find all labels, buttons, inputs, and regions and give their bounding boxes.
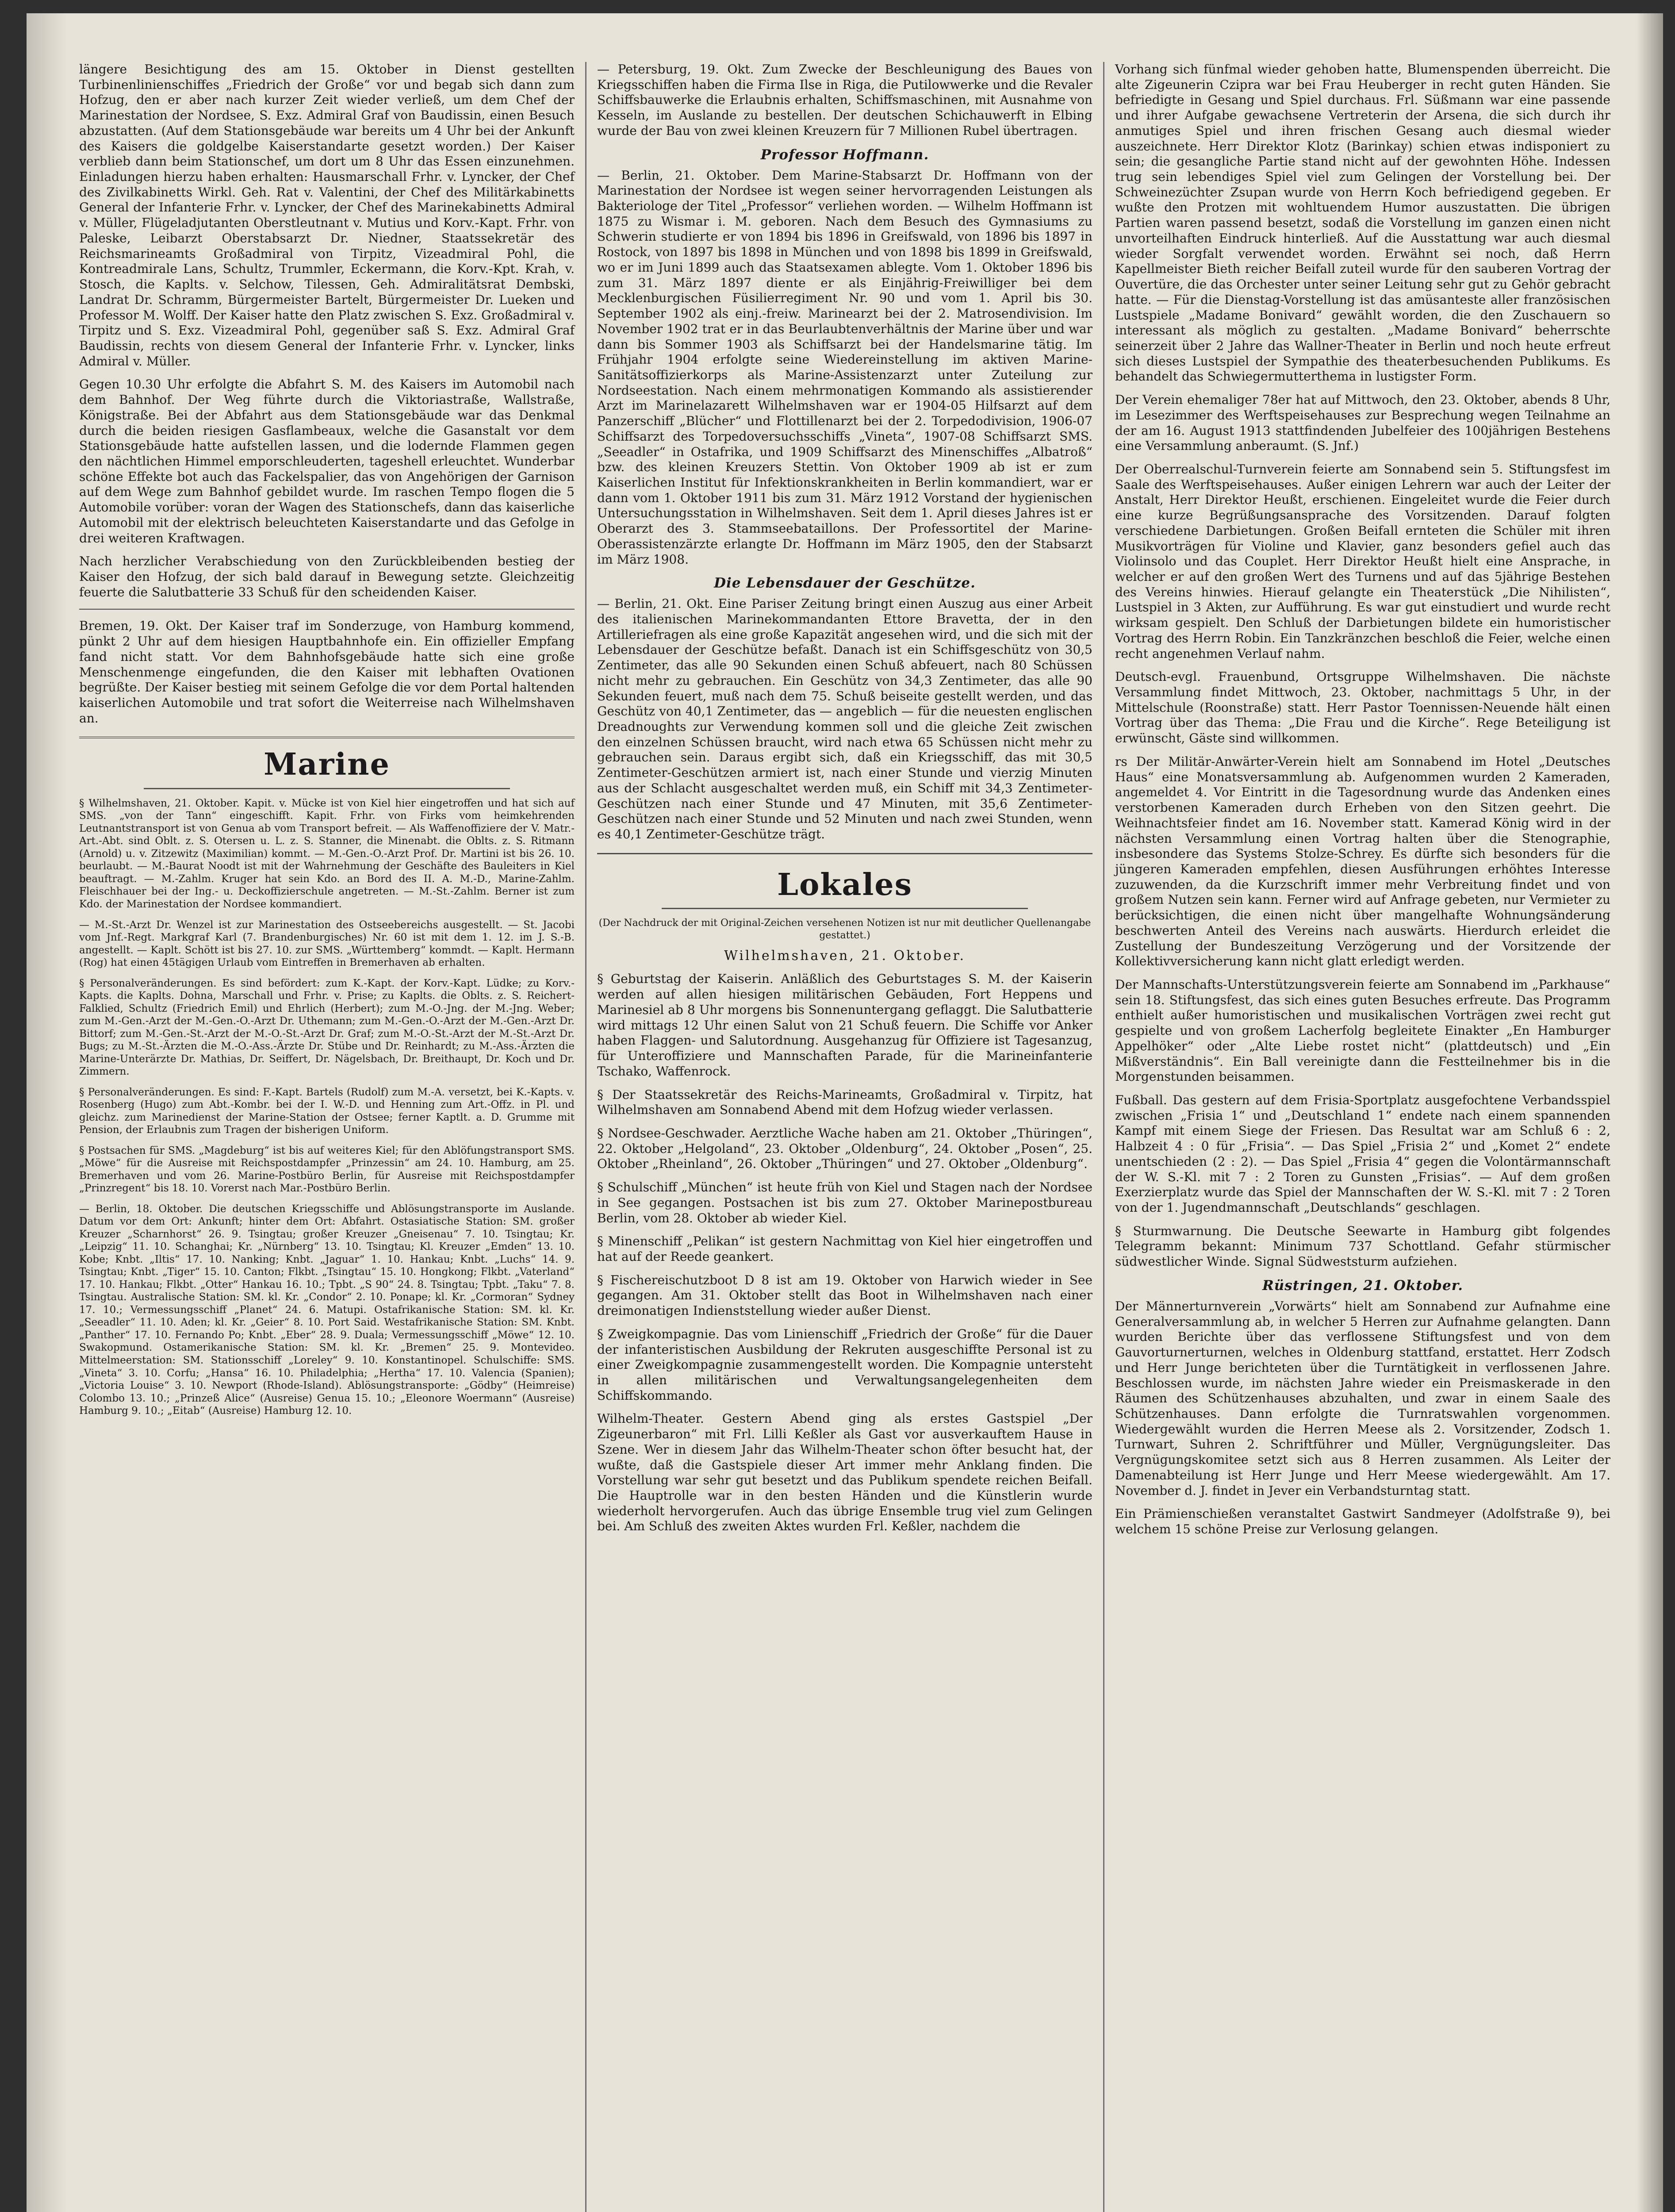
article-paragraph: längere Besichtigung des am 15. Oktober in Dienst gestellten Turbinenlinienschiffes „Friedrich der Große“ vor und begab sich dann zum Hofzug, den er aber nach kurzer Zeit wieder verließ, um dem Chef der Marinestation der Nordsee, S. Exz. Admiral Graf von Baudissin, einen Besuch abzustatten. (Auf dem Stationsgebäude war bereits um 4 Uhr bei der Ankunft des Kaisers die goldgelbe Kaiserstandarte gesetzt worden.) Der Kaiser verblieb dann beim Stationschef, um dort um 8 Uhr das Essen einzunehmen. Einladungen hierzu haben erhalten: Hausmarschall Frhr. v. Lyncker, der Chef des Zivilkabinetts Wirkl. Geh. Rat v. Valentini, der Chef des Militärkabinetts General der Infanterie Frhr. v. Lyncker, der Chef des Marinekabinetts Admiral v. Müller, Flügeladjutanten Oberstleutnant v. Mutius und Korv.-Kapt. Frhr. von Paleske, Leibarzt Oberstabsarzt Dr. Niedner, Staatssekretär des Reichsmarineamts Großadmiral von Tirpitz, Vizeadmiral Pohl, die Kontreadmirale Lans, Schultz, Trummler, Eckermann, die Korv.-Kpt. Krah, v. Stosch, die Kaplts. v. Selchow, Tilessen, Geh. Admiralitätsrat Dembski, Landrat Dr. Schramm, Bürgermeister Bartelt, Bürgermeister Dr. Lueken und Professor M. Wolff. Der Kaiser hatte den Platz zwischen S. Exz. Großadmiral v. Tirpitz und S. Exz. Vizeadmiral Pohl, gegenüber saß S. Exz. Admiral Graf Baudissin, rechts von diesem General der Infanterie Frhr. v. Lyncker, links Admiral v. Müller. xyxy=(79,62,575,369)
lokales-section xyxy=(597,853,1092,1534)
article-paragraph: Der Männerturnverein „Vorwärts“ hielt am Sonnabend zur Aufnahme eine Generalversammlung ab, in welcher 5 Herren zur Aufnahme gelangten. Dann wurden Berichte über das verflossene Stiftungsfest und von dem Gauvorturnerturnen, welches in Oldenburg stattfand, erstattet. Herr Zodsch und Herr Junge berichteten über die Turntätigkeit in verflossenen Jahre. Beschlossen wurde, im nächsten Jahre wieder ein Preismaskerade in den Räumen des Schützenhauses abzuhalten, und zwar in einem Saale des Schützenhauses. Dann erfolgte die Turnratswahlen vorgenommen. Wiedergewählt wurden die Herren Meese als 2. Vorsitzender, Zodsch 1. Turnwart, Suhren 2. Schriftführer und Müller, Vergnügungsleiter. Das Vergnügungskomitee setzt sich aus 8 Herren zusammen. Als Leiter der Damenabteilung ist Herr Junge und Herr Meese wiedergewählt. Am 17. November d. J. findet in Jever ein Verbandsturntag statt. xyxy=(1115,1298,1610,1498)
article-paragraph: — Petersburg, 19. Okt. Zum Zwecke der Beschleunigung des Baues von Kriegsschiffen haben die Firma Ilse in Riga, die Putilowwerke und die Revaler Schiffsbauwerke die Erlaubnis erhalten, Schiffsmaschinen, mit Ausnahme von Kesseln, im Auslande zu bestellen. Der deutschen Schichauwerft in Elbing wurde der Bau von zwei kleinen Kreuzern für 7 Millionen Rubel übertragen. xyxy=(597,62,1092,138)
article-paragraph: Ein Prämienschießen veranstaltet Gastwirt Sandmeyer (Adolfstraße 9), bei welchem 15 schöne Preise zur Verlosung gelangen. xyxy=(1115,1506,1610,1536)
newspaper-columns xyxy=(69,62,1621,2212)
article-paragraph: Der Oberrealschul-Turnverein feierte am Sonnabend sein 5. Stiftungsfest im Saale des Werftspeisehauses. Außer einigen Lehrern war auch der Leiter der Anstalt, Herr Direktor Heußt, erschienen. Eingeleitet wurde die Feier durch eine kurze Begrüßungsansprache des Vorsitzenden. Darauf folgten verschiedene Darbietungen. Großen Beifall ernteten die Schüler mit ihren Musikvorträgen für Violine und Klavier, ganz besonders gefiel auch das Violinsolo und das Couplet. Herr Direktor Heußt hielt eine Ansprache, in welcher er auf den großen Wert des Turnens und auf das 5jährige Bestehen des Vereins hinwies. Hierauf gelangte ein Theaterstück „Die Nihilisten“, Lustspiel in 3 Akten, zur Aufführung. Es war gut einstudiert und wurde recht wirksam gespielt. Den Schluß der Darbietungen bildete ein humoristischer Vortrag des Herrn Robin. Ein Tanzkränzchen beschloß die Feier, welche einen recht angenehmen Verlauf nahm. xyxy=(1115,461,1610,661)
local-news-paragraph: § Fischereischutzboot D 8 ist am 19. Oktober von Harwich wieder in See gegangen. Am 31. Oktober stellt das Boot in Wilhelmshaven nach einer dreimonatigen Indienststellung wieder außer Dienst. xyxy=(597,1272,1092,1318)
marine-paragraph: § Wilhelmshaven, 21. Oktober. Kapit. v. Mücke ist von Kiel hier eingetroffen und hat sich auf SMS. „von der Tann“ eingeschifft. Kapit. Frhr. von Firks vom heimkehrenden Leutnantstransport ist von Genua ab vom Transport befreit. — Als Waffenoffiziere der V. Matr.-Art.-Abt. sind Oblt. z. S. Otersen u. L. z. S. Stanner, die Minenabt. die Oblts. z. S. Ritmann (Arnold) u. v. Zitzewitz (Maximilian) kommt. — M.-Gen.-O.-Arzt Prof. Dr. Martini ist bis 26. 10. beurlaubt. — M.-Baurat Noodt ist mit der Wahrnehmung der Geschäfte des Bauleiters in Kiel beauftragt. — M.-Zahlm. Kruger hat sein Kdo. an Bord des II. A. M.-D., Marine-Zahlm. Fleischhauer bei der Ing.- u. Deckoffizierschule angetreten. — M.-St.-Zahlm. Berner ist zum Kdo. der Marinestation der Nordsee kommandiert. xyxy=(79,797,575,910)
column-middle xyxy=(586,62,1104,2212)
marine-paragraph: § Personalveränderungen. Es sind: F.-Kapt. Bartels (Rudolf) zum M.-A. versetzt, bei K.-Kapts. v. Rosenberg (Hugo) zum Abt.-Kombr. bei der I. W.-D. und Henning zum Art.-Offz. in Pl. und gleichz. zum Marinedienst der Marine-Station der Ostsee; ferner Kaptlt. a. D. Grumme mit Pension, der Erlaubnis zum Tragen der bisherigen Uniform. xyxy=(79,1086,575,1136)
reprint-note: (Der Nachdruck der mit Original-Zeichen versehenen Notizen ist nur mit deutlicher Quellenangabe gestattet.) xyxy=(598,918,1091,941)
section-title-marine: Marine xyxy=(79,749,575,789)
article-paragraph: Bremen, 19. Okt. Der Kaiser traf im Sonderzuge, von Hamburg kommend, pünkt 2 Uhr auf dem hiesigen Hauptbahnhofe ein. Ein offizieller Empfang fand nicht statt. Vor dem Bahnhofsgebäude hatte sich eine große Menschenmenge eingefunden, die den Kaiser mit lebhaften Ovationen begrüßte. Der Kaiser bestieg mit seinem Gefolge die vor dem Portal haltenden kaiserlichen Automobile und trat sofort die Weiterreise nach Wilhelmshaven an. xyxy=(79,618,575,726)
marine-paragraph: § Postsachen für SMS. „Magdeburg“ ist bis auf weiteres Kiel; für den Ablöfungstransport SMS. „Möwe“ für die Ausreise mit Reichspostdampfer „Prinzessin“ am 24. 10. Hamburg, am 25. Bremerhaven und vom 26. Marine-Postbüro Berlin, für Ausreise mit Reichspostdampfer „Prinzregent“ bis 18. 10. Vorerst nach Mar.-Postbüro Berlin. xyxy=(79,1144,575,1194)
article-paragraph: Der Mannschafts-Unterstützungsverein feierte am Sonnabend im „Parkhause“ sein 18. Stiftungsfest, das sich eines guten Besuches erfreute. Das Programm enthielt außer humoristischen und musikalischen Vorträgen zwei recht gut gespielte und von großem Lacherfolg begleitete Einakter „En Hamburger Appelhöker“ oder „Alte Liebe rostet nicht“ (plattdeutsch) und „Ein Mißverständnis“. Ein Ball vereinigte dann die Festteilnehmer bis in die Morgenstunden beisammen. xyxy=(1115,977,1610,1084)
article-paragraph: rs Der Militär-Anwärter-Verein hielt am Sonnabend im Hotel „Deutsches Haus“ eine Monatsversammlung ab. Aufgenommen wurden 2 Kameraden, angemeldet 4. Vor Eintritt in die Tagesordnung wurde das Andenken eines verstorbenen Kameraden durch Erheben von den Sitzen geehrt. Die Weihnachtsfeier findet am 16. November statt. Kamerad König wird in der nächsten Versammlung einen Vortrag halten über die Stenographie, insbesondere das Systems Stolze-Schrey. Es dürfte sich besonders für die jüngeren Kameraden empfehlen, diesen Ausführungen erhöhtes Interesse zuzuwenden, da die Kurzschrift immer mehr Verbreitung findet und von großem Nutzen sein kann. Ferner wird auf Anfrage gebeten, nur Vermieter zu berücksichtigen, die einen nicht über mangelhafte Wohnungsänderung beschwerten Anteil des Vereins nach auswärts. Hierdurch erleidet die Zustellung der Bundeszeitung Verzögerung und der Vorsitzende der Kollektivversicherung kann nicht glatt erledigt werden. xyxy=(1115,754,1610,969)
local-news-paragraph: § Der Staatssekretär des Reichs-Marineamts, Großadmiral v. Tirpitz, hat Wilhelmshaven am Sonnabend Abend mit dem Hofzug wieder verlassen. xyxy=(597,1087,1092,1118)
local-news-paragraph: § Zweigkompagnie. Das vom Linienschiff „Friedrich der Große“ für die Dauer der infanteristischen Ausbildung der Rekruten ausgeschiffte Personal ist zu einer Zweigkompagnie zusammengestellt worden. Die Kompagnie untersteht in allen militärischen und Verwaltungsangelegenheiten dem Schiffskommando. xyxy=(597,1326,1092,1403)
column-right xyxy=(1104,62,1621,2212)
local-news-paragraph: § Geburtstag der Kaiserin. Anläßlich des Geburtstages S. M. der Kaiserin werden auf allen hiesigen militärischen Gebäuden, Fort Heppens und Marinesiel ab 8 Uhr morgens bis Sonnenuntergang geflaggt. Die Salutbatterie wird mittags 12 Uhr einen Salut von 21 Schuß feuern. Die Schiffe vor Anker haben Flaggen- und Salutordnung. Ausgehanzug für Offiziere ist Tagesanzug, für Unteroffiziere und Mannschaften Parade, für die Marineinfanterie Tschako, Waffenrock. xyxy=(597,972,1092,1079)
article-paragraph: Deutsch-evgl. Frauenbund, Ortsgruppe Wilhelmshaven. Die nächste Versammlung findet Mittwoch, 23. Oktober, nachmittags 5 Uhr, in der Mittelschule (Roonstraße) statt. Herr Pastor Toennissen-Neuende hält einen Vortrag über das Thema: „Die Frau und die Kirche“. Rege Beteiligung ist erwünscht, Gäste sind willkommen. xyxy=(1115,669,1610,746)
article-paragraph: Fußball. Das gestern auf dem Frisia-Sportplatz ausgefochtene Verbandsspiel zwischen „Frisia 1“ und „Deutschland 1“ endete nach einem spannenden Kampf mit einem Siege der Friesen. Das Resultat war am Schluß 6 : 2, Halbzeit 4 : 0 für „Frisia“. — Das Spiel „Frisia 2“ und „Komet 2“ endete unentschieden (2 : 2). — Das Spiel „Frisia 4“ gegen die Volontärmannschaft der W. S.-Kl. mit 7 : 2 Toren zu Gunsten „Frisias“. — Auf dem großen Exerzierplatz wurde das Spiel der Mannschaften der W. S.-Kl. mit 7 : 2 Toren von der 1. Jugendmannschaft „Deutschlands“ geschlagen. xyxy=(1115,1093,1610,1215)
page-edge-shadow xyxy=(27,13,66,2212)
local-news-paragraph: § Minenschiff „Pelikan“ ist gestern Nachmittag von Kiel hier eingetroffen und hat auf der Reede geankert. xyxy=(597,1234,1092,1264)
local-news-paragraph: § Nordsee-Geschwader. Aerztliche Wache haben am 21. Oktober „Thüringen“, 22. Oktober „Helgoland“, 23. Oktober „Oldenburg“, 24. Oktober „Posen“, 25. Oktober „Rheinland“, 26. Oktober „Thüringen“ und 27. Oktober „Oldenburg“. xyxy=(597,1125,1092,1171)
article-paragraph: Nach herzlicher Verabschiedung von den Zurückbleibenden bestieg der Kaiser den Hofzug, der sich bald darauf in Bewegung setzte. Gleichzeitig feuerte die Salutbatterie 33 Schuß für den scheidenden Kaiser. xyxy=(79,554,575,599)
newspaper-page xyxy=(27,13,1663,2212)
local-news-paragraph: § Schulschiff „München“ ist heute früh von Kiel und Stagen nach der Nordsee in See gegangen. Postsachen ist bis zum 27. Oktober Marinepostbureau Berlin, vom 28. Oktober ab wieder Kiel. xyxy=(597,1180,1092,1225)
marine-paragraph: § Personalveränderungen. Es sind befördert: zum K.-Kapt. der Korv.-Kapt. Lüdke; zu Korv.-Kapts. die Kaplts. Dohna, Marschall und Frhr. v. Prise; zu Kaplts. die Oblts. z. S. Reichert-Falklied, Schultz (Friedrich Emil) und Ehrlich (Herbert); zum M.-O.-Jng. der M.-Jng. Weber; zum M.-Gen.-Arzt der M.-Gen.-O.-Arzt Dr. Uthemann; zum M.-Gen.-O.-Arzt der M.-Gen.-Arzt Dr. Bittorf; zum M.-Gen.-St.-Arzt der M.-O.-St.-Arzt Dr. Graf; zum M.-O.-St.-Arzt der M.-St.-Arzt Dr. Bugs; zu M.-St.-Ärzten die M.-O.-Ass.-Ärzte Dr. Stübe und Dr. Reinhardt; zu M.-Ass.-Ärzten die Marine-Unterärzte Dr. Mathias, Dr. Seiffert, Dr. Nägelsbach, Dr. Breithaupt, Dr. Koch und Dr. Zimmern. xyxy=(79,977,575,1078)
article-paragraph: — Berlin, 21. Oktober. Dem Marine-Stabsarzt Dr. Hoffmann von der Marinestation der Nordsee ist wegen seiner hervorragenden Leistungen als Bakteriologe der Titel „Professor“ verliehen worden. — Wilhelm Hoffmann ist 1875 zu Wismar i. M. geboren. Nach dem Besuch des Gymnasiums zu Schwerin studierte er von 1894 bis 1896 in Greifswald, von 1896 bis 1897 in Rostock, von 1897 bis 1898 in München und von 1898 bis 1899 in Greifswald, wo er im Juni 1899 auch das Staatsexamen ablegte. Vom 1. Oktober 1896 bis zum 31. März 1897 diente er als Einjährig-Freiwilliger bei dem Mecklenburgischen Füsilierregiment Nr. 90 und vom 1. April bis 30. September 1902 als einj.-freiw. Marinearzt bei der 2. Matrosendivision. Im November 1902 trat er in das Beurlaubtenverhältnis der Marine über und war dann bis Sommer 1903 als Schiffsarzt bei der Handelsmarine tätig. Im Frühjahr 1904 erfolgte seine Wiedereinstellung im aktiven Marine-Sanitätsoffizierkorps als Marine-Assistenzarzt unter Zuteilung zur Nordseestation. Nach einem mehrmonatigen Kommando als assistierender Arzt im Marinelazarett Wilhelmshaven war er 1904-05 Hilfsarzt auf dem Panzerschiff „Blücher“ und Flottillenarzt bei der 2. Torpedodivision, 1906-07 Schiffsarzt des Torpedoversuchsschiffs „Vineta“, 1907-08 Schiffsarzt SMS. „Seeadler“ in Ostafrika, und 1909 Schiffsarzt des Minenschiffes „Albatroß“ bzw. des kleinen Kreuzers Stettin. Von Oktober 1909 ab ist er zum Kaiserlichen Institut für Infektionskrankheiten in Berlin kommandiert, war er dann vom 1. Oktober 1911 bis zum 31. März 1912 Vorstand der hygienischen Untersuchungsstation in Wilhelmshaven. Seit dem 1. April dieses Jahres ist er Oberarzt des 3. Stammseebataillons. Der Professortitel der Marine-Oberassistenzärzte erlangte Dr. Hoffmann im März 1905, den der Stabsarzt im März 1908. xyxy=(597,168,1092,567)
marine-paragraph: — Berlin, 18. Oktober. Die deutschen Kriegsschiffe und Ablösungstransporte im Auslande. Datum vor dem Ort: Ankunft; hinter dem Ort: Abfahrt. Ostasiatische Station: SM. großer Kreuzer „Scharnhorst“ 26. 9. Tsingtau; großer Kreuzer „Gneisenau“ 7. 10. Tsingtau; Kr. „Leipzig“ 11. 10. Schanghai; Kr. „Nürnberg“ 13. 10. Tsingtau; Kl. Kreuzer „Emden“ 13. 10. Kobe; Knbt. „Iltis“ 17. 10. Nanking; Knbt. „Jaguar“ 1. 10. Hankau; Knbt. „Luchs“ 14. 9. Tsingtau; Knbt. „Tiger“ 15. 10. Canton; Flkbt. „Tsingtau“ 15. 10. Hongkong; Flkbt. „Vaterland“ 17. 10. Hankau; Flkbt. „Otter“ Hankau 16. 10.; Tpbt. „S 90“ 24. 8. Tsingtau; Tpbt. „Taku“ 7. 8. Tsingtau. Australische Station: SM. kl. Kr. „Condor“ 2. 10. Ponape; kl. Kr. „Cormoran“ Sydney 17. 10.; Vermessungsschiff „Planet“ 24. 6. Matupi. Ostafrikanische Station: SM. kl. Kr. „Seeadler“ 11. 10. Aden; kl. Kr. „Geier“ 8. 10. Port Said. Westafrikanische Station: SM. Knbt. „Panther“ 17. 10. Fernando Po; Knbt. „Eber“ 28. 9. Duala; Vermessungsschiff „Möwe“ 12. 10. Swakopmund. Ostamerikanische Station: SM. kl. Kr. „Bremen“ 25. 9. Montevideo. Mittelmeerstation: SM. Stationsschiff „Loreley“ 9. 10. Konstantinopel. Schulschiffe: SMS. „Vineta“ 3. 10. Corfu; „Hansa“ 16. 10. Philadelphia; „Hertha“ 17. 10. Valencia (Spanien); „Victoria Louise“ 3. 10. Newport (Rhode-Island). Ablösungstransporte: „Gödby“ (Heimreise) Colombo 13. 10.; „Prinzeß Alice“ (Ausreise) Genua 15. 10.; „Eleonore Woermann“ (Ausreise) Hamburg 9. 10.; „Eitab“ (Ausreise) Hamburg 12. 10. xyxy=(79,1203,575,1417)
local-news-paragraph: Wilhelm-Theater. Gestern Abend ging als erstes Gastspiel „Der Zigeunerbaron“ mit Frl. Lilli Keßler als Gast vor ausverkauftem Hause in Szene. Wer in diesem Jahr das Wilhelm-Theater schon öfter besucht hat, der wußte, daß die Gastspiele dieser Art immer mehr Anklang finden. Die Vorstellung war sehr gut besetzt und das Publikum spendete reichen Beifall. Die Hauptrolle war in den besten Händen und die Künstlerin wurde wiederholt hervorgerufen. Auch das übrige Ensemble trug viel zum Gelingen bei. Am Schluß des zweiten Aktes wurden Frl. Keßler, nachdem die xyxy=(597,1411,1092,1534)
article-paragraph: Vorhang sich fünfmal wieder gehoben hatte, Blumenspenden überreicht. Die alte Zigeunerin Czipra war bei Frau Heuberger in recht guten Händen. Sie befriedigte in Gesang und Spiel durchaus. Frl. Süßmann war eine passende und ihrer Aufgabe gewachsene Vertreterin der Arsena, die sich durch ihr anmutiges Spiel und ihren frischen Gesang auch diesmal wieder auszeichnete. Herr Direktor Klotz (Barinkay) schien etwas indisponiert zu sein; die gesangliche Partie stand nicht auf der gewohnten Höhe. Indessen trug sein lebendiges Spiel viel zum Gelingen der Vorstellung bei. Der Schweinezüchter Zsupan wurde von Herrn Koch befriedigend gegeben. Er wußte den Protzen mit wohltuendem Humor auszustatten. Die übrigen Partien waren passend besetzt, sodaß die Vorstellung im ganzen einen nicht unvorteilhaften Eindruck hinterließ. Auf die Ausstattung war auch diesmal wieder Sorgfalt verwendet worden. Erwähnt sei noch, daß Herrn Kapellmeister Bieth reicher Beifall zuteil wurde für den sauberen Vortrag der Ouvertüre, die das Orchester unter seiner Leitung sehr gut zu Gehör gebracht hatte. — Für die Dienstag-Vorstellung ist das amüsanteste aller französischen Lustspiele „Madame Bonivard“ gewählt worden, die den Zuschauern so interessant als möglich zu gestalten. „Madame Bonivard“ beherrschte seinerzeit über 2 Jahre das Wallner-Theater in Berlin und noch heute erfreut sich dieses Lustspiel der Sympathie des theaterbesuchenden Publikums. Es behandelt das Schwiegermutterthema in lustigster Form. xyxy=(1115,62,1610,384)
section-title-lokales: Lokales xyxy=(597,869,1092,909)
dateline: Wilhelmshaven, 21. Oktober. xyxy=(724,948,966,964)
article-paragraph: Gegen 10.30 Uhr erfolgte die Abfahrt S. M. des Kaisers im Automobil nach dem Bahnhof. Der Weg führte durch die Viktoriastraße, Wallstraße, Königstraße. Bei der Abfahrt aus dem Stationsgebäude war das Denkmal durch die beiden riesigen Gasflambeaux, welche die Gasanstalt vor dem Stationsgebäude hatte aufstellen lassen, und die lodernde Flammen gegen den nächtlichen Himmel emporschleuderten, tageshell erleuchtet. Wunderbar schöne Effekte bot auch das Fackelspalier, das von Angehörigen der Garnison auf dem Wege zum Bahnhof gebildet wurde. Im raschen Tempo flogen die 5 Automobile vorüber: voran der Wagen des Stationschefs, dann das kaiserliche Automobil mit der elektrisch beleuchteten Kaiserstandarte und das Gefolge in drei weiteren Kraftwagen. xyxy=(79,377,575,545)
subheading-professor-hoffmann: Professor Hoffmann. xyxy=(760,146,929,163)
article-paragraph: § Sturmwarnung. Die Deutsche Seewarte in Hamburg gibt folgendes Telegramm bekannt: Minimum 737 Schottland. Gefahr stürmischer südwestlicher Winde. Signal Südweststurm aufziehen. xyxy=(1115,1223,1610,1269)
article-paragraph: — Berlin, 21. Okt. Eine Pariser Zeitung bringt einen Auszug aus einer Arbeit des italienischen Marinekommandanten Ettore Bravetta, der in den Artilleriefragen als eine große Kapazität angesehen wird, und die sich mit der Lebensdauer der Geschütze befaßt. Danach ist ein Schiffsgeschütz von 30,5 Zentimeter, das alle 90 Sekunden einen Schuß abfeuert, nach 80 Schüssen nicht mehr zu gebrauchen. Ein Geschütz von 34,3 Zentimeter, das alle 90 Sekunden feuert, muß nach dem 75. Schuß beiseite gestellt werden, und das Geschütz von 40,1 Zentimeter, das — angeblich — für die neuesten englischen Dreadnoughts zur Verwendung kommen soll und die gleiche Zeit zwischen den einzelnen Schüssen braucht, wird nach etwa 65 Schüssen nicht mehr zu gebrauchen sein. Daraus ergibt sich, daß ein Kriegsschiff, das mit 30,5 Zentimeter-Geschützen armiert ist, nach einer Stunde und vierzig Minuten aus der Schlacht ausgeschaltet werden muß, ein Schiff mit 34,3 Zentimeter-Geschützen nach einer Stunde und 47 Minuten, mit 35,6 Zentimeter-Geschützen nach einer Stunde und 52 Minuten und nach zwei Stunden, wenn es 40,1 Zentimeter-Geschütze trägt. xyxy=(597,596,1092,842)
binding-shadow xyxy=(1637,13,1663,2212)
section-divider xyxy=(79,609,575,610)
subheading-ruestringen: Rüstringen, 21. Oktober. xyxy=(1262,1277,1464,1294)
subheading-lebensdauer: Die Lebensdauer der Geschütze. xyxy=(714,575,976,591)
marine-paragraph: — M.-St.-Arzt Dr. Wenzel ist zur Marinestation des Ostseebereichs ausgestellt. — St. Jacobi vom Jnf.-Regt. Markgraf Karl (7. Brandenburgisches) Nr. 60 ist mit dem 1. 12. im J. S.-B. angestellt. — Kaplt. Schött ist bis 27. 10. zur SMS. „Württemberg“ kommdt. — Kaplt. Hermann (Rog) hat einen 45tägigen Urlaub vom Eintreffen in Bremerhaven ab erhalten. xyxy=(79,919,575,969)
section-divider xyxy=(79,737,575,738)
column-left xyxy=(69,62,586,2212)
article-paragraph: Der Verein ehemaliger 78er hat auf Mittwoch, den 23. Oktober, abends 8 Uhr, im Lesezimmer des Werftspeisehauses zur Besprechung wegen Teilnahme an der am 16. August 1913 stattfindenden Jubelfeier des 100jährigen Bestehens eine Versammlung anberaumt. (S. Jnf.) xyxy=(1115,392,1610,453)
